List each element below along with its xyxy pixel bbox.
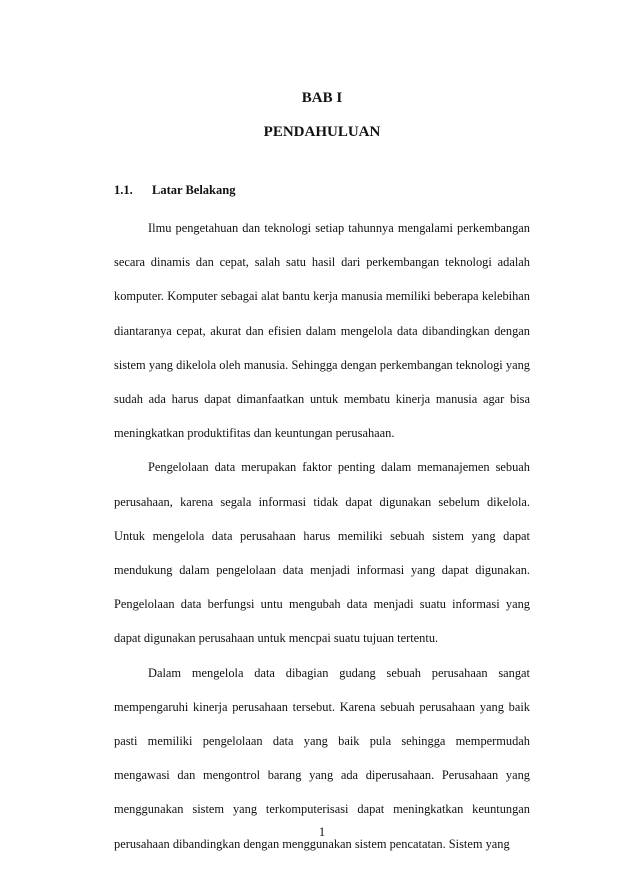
body-text <box>114 211 530 861</box>
chapter-number: BAB I <box>301 90 343 106</box>
paragraph: Dalam mengelola data dibagian gudang sebuah perusahaan sangat mempengaruhi kinerja perusahaan tersebut. Karena sebuah perusahaan yang baik pasti memiliki pengelolaan data yang baik pula sehingga mempermudah mengawasi dan mengontrol barang yang ada diperusahaan. Perusahaan yang menggunakan sistem yang terkomputerisasi dapat meningkatkan keuntungan perusahaan dibandingkan dengan menggunakan sistem pencatatan. Sistem yang <box>114 665 530 851</box>
section-title: Latar Belakang <box>152 183 236 197</box>
section-number: 1.1. <box>114 183 133 197</box>
page-number: 1 <box>318 825 326 839</box>
paragraph: Pengelolaan data merupakan faktor penting dalam memanajemen sebuah perusahaan, karena segala informasi tidak dapat digunakan sebelum dikelola. Untuk mengelola data perusahaan harus memiliki sebuah sistem yang dapat mendukung dalam pengelolaan data menjadi informasi yang dapat digunakan. Pengelolaan data berfungsi untu mengubah data menjadi suatu informasi yang dapat digunakan perusahaan untuk mencpai suatu tujuan tertentu. <box>114 460 530 646</box>
paragraph: Ilmu pengetahuan dan teknologi setiap tahunnya mengalami perkembangan secara dinamis dan cepat, salah satu hasil dari perkembangan teknologi adalah komputer. Komputer sebagai alat bantu kerja manusia memiliki beberapa kelebihan diantaranya cepat, akurat dan efisien dalam mengelola data dibandingkan dengan sistem yang dikelola oleh manusia. Sehingga dengan perkembangan teknologi yang sudah ada harus dapat dimanfaatkan untuk membatu kinerja manusia agar bisa meningkatkan produktifitas dan keuntungan perusahaan. <box>114 221 530 441</box>
section-heading <box>114 182 235 198</box>
chapter-title: PENDAHULUAN <box>263 124 381 140</box>
